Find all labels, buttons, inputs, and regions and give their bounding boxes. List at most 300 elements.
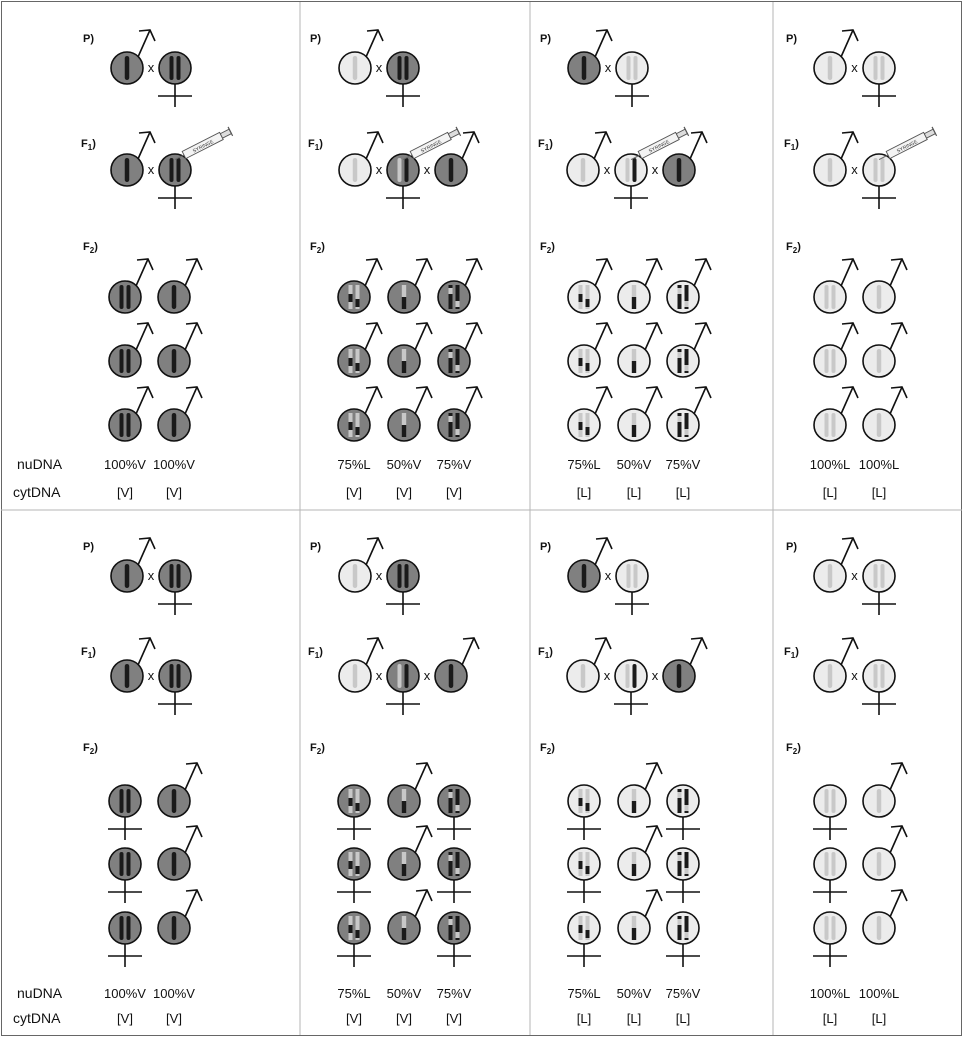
chromosome bbox=[579, 798, 583, 806]
chromosome bbox=[349, 294, 353, 302]
generation-label: $F_1$) bbox=[784, 138, 799, 152]
chromosome bbox=[356, 866, 360, 874]
male-individual bbox=[111, 538, 155, 592]
chromosomes bbox=[582, 56, 587, 80]
cross-symbol: x bbox=[603, 668, 611, 683]
individual-circle bbox=[438, 912, 470, 944]
nudna-row-label: nuDNA bbox=[17, 456, 63, 472]
chromosome bbox=[586, 803, 590, 811]
f2-column bbox=[437, 785, 472, 1026]
chromosome bbox=[353, 664, 358, 688]
chromosome bbox=[685, 365, 689, 371]
male-individual bbox=[863, 259, 907, 313]
female-individual bbox=[158, 52, 192, 107]
cytdna-value: [L] bbox=[576, 485, 592, 500]
f2-column bbox=[387, 763, 432, 1026]
male-arrow bbox=[694, 259, 706, 286]
individual-circle bbox=[159, 52, 191, 84]
chromosome bbox=[170, 664, 174, 688]
male-individual bbox=[814, 30, 858, 84]
chromosome bbox=[877, 285, 882, 309]
chromosome bbox=[877, 916, 882, 940]
chromosome bbox=[172, 413, 177, 437]
chromosomes bbox=[449, 664, 454, 688]
cytdna-value: [V] bbox=[446, 485, 462, 500]
cross-symbol: x bbox=[423, 668, 431, 683]
chromosome bbox=[356, 427, 360, 435]
chromosome bbox=[449, 158, 454, 182]
chromosome bbox=[127, 852, 131, 876]
chromosomes bbox=[828, 56, 833, 80]
female-individual bbox=[666, 912, 700, 967]
male-individual bbox=[568, 259, 612, 313]
chromosome bbox=[678, 288, 682, 294]
individual-circle bbox=[387, 660, 419, 692]
male-arrow bbox=[415, 763, 427, 790]
cytdna-value: [L] bbox=[626, 1011, 642, 1026]
male-arrow bbox=[890, 826, 902, 853]
cross-symbol: x bbox=[147, 668, 155, 683]
chromosome bbox=[586, 930, 590, 938]
male-arrow bbox=[690, 132, 702, 159]
male-arrow bbox=[366, 132, 378, 159]
chromosome bbox=[832, 852, 836, 876]
cross-symbol: x bbox=[851, 568, 858, 583]
male-individual bbox=[814, 387, 858, 441]
male-arrow bbox=[595, 30, 607, 57]
cytdna-value: [L] bbox=[822, 1011, 838, 1026]
male-individual bbox=[158, 763, 202, 817]
chromosome bbox=[579, 358, 583, 366]
parents-label: P) bbox=[786, 541, 797, 553]
individual-circle bbox=[438, 848, 470, 880]
male-individual bbox=[814, 132, 858, 186]
chromosome bbox=[405, 56, 409, 80]
chromosome bbox=[405, 664, 409, 688]
chromosome bbox=[456, 932, 460, 938]
f2-column bbox=[810, 259, 858, 500]
chromosome bbox=[881, 158, 885, 182]
cytdna-value: [V] bbox=[396, 1011, 412, 1026]
female-individual bbox=[158, 660, 192, 715]
chromosomes bbox=[353, 664, 358, 688]
chromosome bbox=[125, 56, 130, 80]
f2-column bbox=[337, 259, 382, 500]
male-individual bbox=[568, 323, 612, 377]
male-individual bbox=[438, 387, 482, 441]
cross-symbol: x bbox=[851, 668, 858, 683]
chromosome bbox=[449, 919, 453, 925]
nudna-value: 100%L bbox=[809, 986, 851, 1001]
male-arrow bbox=[366, 638, 378, 665]
f2-column bbox=[387, 259, 432, 500]
chromosomes bbox=[125, 56, 130, 80]
chromosomes bbox=[677, 664, 682, 688]
cytdna-value: [L] bbox=[576, 1011, 592, 1026]
female-individual bbox=[862, 560, 896, 615]
male-individual bbox=[339, 30, 383, 84]
chromosome bbox=[632, 864, 636, 876]
female-individual bbox=[386, 660, 420, 715]
chromosome bbox=[678, 855, 682, 861]
male-individual bbox=[567, 638, 611, 692]
chromosome bbox=[125, 158, 130, 182]
male-arrow bbox=[415, 259, 427, 286]
chromosome bbox=[634, 564, 638, 588]
male-individual bbox=[863, 323, 907, 377]
chromosomes bbox=[632, 349, 636, 373]
chromosomes bbox=[125, 664, 130, 688]
female-individual bbox=[386, 560, 420, 615]
chromosome bbox=[626, 158, 630, 182]
chromosome bbox=[402, 285, 406, 297]
chromosome bbox=[402, 852, 406, 864]
individual-circle bbox=[863, 660, 895, 692]
male-arrow bbox=[465, 323, 477, 350]
male-arrow bbox=[890, 387, 902, 414]
male-individual bbox=[338, 323, 382, 377]
individual-circle bbox=[814, 912, 846, 944]
female-individual bbox=[666, 848, 700, 903]
chromosomes bbox=[172, 916, 177, 940]
male-arrow bbox=[645, 826, 657, 853]
generation-label: $F_1$) bbox=[81, 646, 96, 660]
nudna-value: 75%V bbox=[436, 457, 472, 472]
male-arrow bbox=[594, 638, 606, 665]
chromosome bbox=[825, 349, 829, 373]
male-arrow bbox=[890, 323, 902, 350]
chromosome bbox=[349, 422, 353, 430]
generation-label: $F_1$) bbox=[308, 646, 323, 660]
chromosome bbox=[402, 801, 406, 813]
chromosome bbox=[632, 916, 636, 928]
chromosome bbox=[828, 56, 833, 80]
cytdna-value: [L] bbox=[675, 485, 691, 500]
cross-vm-x-lf bbox=[538, 538, 707, 1026]
cytdna-value: [L] bbox=[871, 485, 887, 500]
chromosome bbox=[881, 564, 885, 588]
chromosome bbox=[579, 422, 583, 430]
parents-label: P) bbox=[83, 33, 94, 45]
chromosome bbox=[456, 805, 460, 811]
male-individual bbox=[339, 132, 383, 186]
chromosome bbox=[579, 861, 583, 869]
chromosome bbox=[825, 413, 829, 437]
male-arrow bbox=[890, 259, 902, 286]
cross-symbol: x bbox=[375, 568, 383, 583]
male-individual bbox=[568, 30, 612, 84]
male-arrow bbox=[366, 538, 378, 565]
nudna-value: 75%L bbox=[337, 457, 371, 472]
chromosome bbox=[677, 664, 682, 688]
chromosome bbox=[582, 564, 587, 588]
male-individual bbox=[109, 259, 153, 313]
cross-symbol: x bbox=[851, 60, 858, 75]
chromosome bbox=[877, 852, 882, 876]
male-arrow bbox=[136, 323, 148, 350]
chromosome bbox=[632, 425, 636, 437]
chromosome bbox=[456, 365, 460, 371]
nudna-value: 75%V bbox=[665, 457, 701, 472]
cross-symbol: x bbox=[147, 60, 155, 75]
chromosome bbox=[632, 349, 636, 361]
chromosome bbox=[678, 352, 682, 358]
chromosomes bbox=[632, 789, 636, 813]
male-individual bbox=[438, 323, 482, 377]
chromosome bbox=[456, 429, 460, 435]
male-arrow bbox=[694, 323, 706, 350]
male-arrow bbox=[645, 323, 657, 350]
chromosomes bbox=[172, 789, 177, 813]
male-individual bbox=[438, 259, 482, 313]
individual-circle bbox=[109, 848, 141, 880]
male-arrow bbox=[415, 323, 427, 350]
chromosome bbox=[170, 56, 174, 80]
chromosomes bbox=[402, 852, 406, 876]
chromosome bbox=[402, 425, 406, 437]
chromosome bbox=[449, 855, 453, 861]
chromosomes bbox=[877, 852, 882, 876]
chromosome bbox=[120, 349, 124, 373]
nudna-row-label: nuDNA bbox=[17, 985, 63, 1001]
chromosome bbox=[581, 664, 586, 688]
chromosomes bbox=[125, 158, 130, 182]
chromosome bbox=[402, 916, 406, 928]
cytdna-value: [L] bbox=[675, 1011, 691, 1026]
nudna-value: 75%V bbox=[436, 986, 472, 1001]
chromosome bbox=[881, 664, 885, 688]
male-arrow bbox=[690, 638, 702, 665]
male-individual bbox=[158, 259, 202, 313]
chromosome bbox=[356, 299, 360, 307]
chromosome bbox=[349, 798, 353, 806]
chromosome bbox=[582, 56, 587, 80]
generation-label: $F_2$) bbox=[83, 241, 98, 255]
chromosome bbox=[677, 158, 682, 182]
chromosome bbox=[127, 285, 131, 309]
cross-symbol: x bbox=[851, 162, 858, 177]
chromosome bbox=[356, 803, 360, 811]
male-arrow bbox=[365, 259, 377, 286]
male-arrow bbox=[415, 826, 427, 853]
female-individual bbox=[615, 560, 649, 615]
cytdna-value: [V] bbox=[117, 1011, 133, 1026]
chromosomes bbox=[828, 664, 833, 688]
male-individual bbox=[814, 323, 858, 377]
female-individual bbox=[437, 848, 471, 903]
chromosome bbox=[170, 564, 174, 588]
f2-column bbox=[153, 763, 202, 1026]
chromosome bbox=[685, 805, 689, 811]
male-individual bbox=[667, 323, 711, 377]
male-individual bbox=[158, 387, 202, 441]
chromosomes bbox=[877, 916, 882, 940]
male-individual bbox=[388, 323, 432, 377]
generation-label: $F_1$) bbox=[784, 646, 799, 660]
chromosome bbox=[449, 352, 453, 358]
chromosome bbox=[626, 664, 630, 688]
chromosome bbox=[678, 416, 682, 422]
female-individual bbox=[862, 660, 896, 715]
chromosome bbox=[172, 852, 177, 876]
male-individual bbox=[618, 387, 662, 441]
chromosome bbox=[456, 868, 460, 874]
individual-circle bbox=[387, 52, 419, 84]
chromosome bbox=[398, 56, 402, 80]
individual-circle bbox=[568, 785, 600, 817]
individual-circle bbox=[616, 52, 648, 84]
chromosomes bbox=[353, 56, 358, 80]
individual-circle bbox=[338, 912, 370, 944]
individual-circle bbox=[159, 560, 191, 592]
f2-column bbox=[567, 785, 601, 1026]
individual-circle bbox=[615, 660, 647, 692]
generation-label: $F_2$) bbox=[83, 742, 98, 756]
individual-circle bbox=[814, 848, 846, 880]
cross-lm-x-vf bbox=[308, 30, 482, 500]
chromosome bbox=[125, 564, 130, 588]
chromosome bbox=[832, 349, 836, 373]
chromosome bbox=[120, 789, 124, 813]
chromosome bbox=[586, 427, 590, 435]
chromosome bbox=[586, 866, 590, 874]
female-individual bbox=[337, 848, 371, 903]
individual-circle bbox=[109, 785, 141, 817]
nudna-value: 75%L bbox=[337, 986, 371, 1001]
male-individual bbox=[111, 638, 155, 692]
chromosome bbox=[685, 932, 689, 938]
chromosome bbox=[177, 158, 181, 182]
generation-label: $F_1$) bbox=[81, 138, 96, 152]
female-individual bbox=[615, 52, 649, 107]
male-arrow bbox=[841, 638, 853, 665]
female-individual bbox=[862, 127, 937, 209]
cross-symbol: x bbox=[604, 568, 612, 583]
chromosome bbox=[877, 789, 882, 813]
chromosome bbox=[874, 158, 878, 182]
chromosome bbox=[877, 413, 882, 437]
parents-label: P) bbox=[310, 33, 321, 45]
generation-label: $F_2$) bbox=[310, 742, 325, 756]
chromosome bbox=[828, 158, 833, 182]
chromosomes bbox=[828, 564, 833, 588]
male-individual bbox=[863, 387, 907, 441]
chromosome bbox=[449, 288, 453, 294]
outer-frame bbox=[2, 2, 962, 1036]
cross-symbol: x bbox=[375, 60, 383, 75]
chromosome bbox=[579, 925, 583, 933]
chromosome bbox=[172, 349, 177, 373]
male-arrow bbox=[138, 638, 150, 665]
individual-circle bbox=[568, 912, 600, 944]
nudna-value: 50%V bbox=[386, 986, 422, 1001]
male-arrow bbox=[645, 763, 657, 790]
male-individual bbox=[618, 890, 662, 944]
male-individual bbox=[388, 387, 432, 441]
male-individual bbox=[568, 387, 612, 441]
chromosome bbox=[832, 413, 836, 437]
male-individual bbox=[158, 826, 202, 880]
chromosomes bbox=[581, 158, 586, 182]
chromosome bbox=[627, 56, 631, 80]
chromosome bbox=[120, 916, 124, 940]
chromosomes bbox=[353, 564, 358, 588]
male-arrow bbox=[185, 763, 197, 790]
chromosome bbox=[832, 789, 836, 813]
female-individual bbox=[108, 912, 142, 967]
male-arrow bbox=[185, 259, 197, 286]
chromosomes bbox=[402, 789, 406, 813]
chromosome bbox=[832, 916, 836, 940]
chromosome bbox=[581, 158, 586, 182]
cross-symbol: x bbox=[651, 162, 659, 177]
parents-label: P) bbox=[310, 541, 321, 553]
male-individual bbox=[667, 387, 711, 441]
syringe-label: SYRINGE bbox=[895, 139, 919, 155]
male-individual bbox=[388, 826, 432, 880]
chromosome bbox=[874, 56, 878, 80]
chromosomes bbox=[172, 413, 177, 437]
chromosomes bbox=[877, 413, 882, 437]
chromosome bbox=[405, 564, 409, 588]
chromosome bbox=[828, 564, 833, 588]
male-individual bbox=[814, 259, 858, 313]
chromosome bbox=[127, 413, 131, 437]
chromosome bbox=[402, 349, 406, 361]
f2-column bbox=[567, 259, 612, 500]
male-individual bbox=[338, 387, 382, 441]
individual-circle bbox=[863, 560, 895, 592]
female-individual bbox=[386, 52, 420, 107]
generation-label: $F_2$) bbox=[786, 241, 801, 255]
cross-vv-x-vv bbox=[81, 30, 233, 500]
cross-ll-x-ll bbox=[784, 30, 937, 500]
male-individual bbox=[863, 826, 907, 880]
male-individual bbox=[388, 890, 432, 944]
individual-circle bbox=[159, 660, 191, 692]
chromosome bbox=[449, 792, 453, 798]
chromosome bbox=[127, 789, 131, 813]
male-individual bbox=[339, 638, 383, 692]
male-arrow bbox=[841, 132, 853, 159]
f2-column bbox=[617, 259, 662, 500]
chromosome bbox=[127, 349, 131, 373]
chromosome bbox=[398, 664, 402, 688]
cytdna-value: [V] bbox=[346, 1011, 362, 1026]
cross-symbol: x bbox=[147, 568, 155, 583]
syringe-label: SYRINGE bbox=[647, 139, 671, 155]
f2-column bbox=[810, 785, 850, 1026]
male-arrow bbox=[185, 387, 197, 414]
female-individual bbox=[437, 912, 471, 967]
cytdna-value: [L] bbox=[626, 485, 642, 500]
cross-symbol: x bbox=[603, 162, 611, 177]
cross-vm-x-lf bbox=[538, 30, 711, 500]
individual-circle bbox=[338, 785, 370, 817]
male-arrow bbox=[136, 259, 148, 286]
chromosome bbox=[449, 416, 453, 422]
chromosome bbox=[349, 861, 353, 869]
generation-label: $F_2$) bbox=[786, 742, 801, 756]
female-individual bbox=[337, 785, 371, 840]
chromosome bbox=[170, 158, 174, 182]
chromosomes bbox=[125, 564, 130, 588]
chromosome bbox=[685, 301, 689, 307]
chromosomes bbox=[402, 916, 406, 940]
male-arrow bbox=[595, 259, 607, 286]
parents-label: P) bbox=[786, 33, 797, 45]
generation-label: $F_2$) bbox=[540, 742, 555, 756]
